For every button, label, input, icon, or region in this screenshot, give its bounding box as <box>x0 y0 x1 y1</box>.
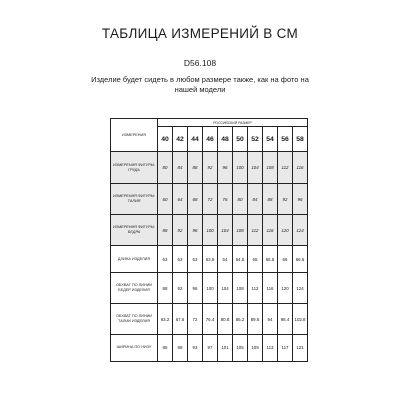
table-row <box>111 273 308 304</box>
value-cell: 112 <box>278 152 293 184</box>
value-cell: 104 <box>218 215 233 246</box>
value-cell: 85 <box>158 335 173 362</box>
value-cell: 116 <box>263 273 278 304</box>
value-cell: 89.6 <box>248 304 263 335</box>
table-row <box>111 246 308 273</box>
value-cell: 100 <box>203 273 218 304</box>
value-cell: 116 <box>263 215 278 246</box>
russian-size-header: РОССИЙСКИЙ РАЗМЕР <box>158 119 308 127</box>
row-label: ШИРИНА ПО НИЗУ <box>111 335 158 362</box>
size-header-cell: 46 <box>203 127 218 152</box>
value-cell: 60 <box>158 184 173 215</box>
value-cell: 66 <box>278 246 293 273</box>
value-cell: 116 <box>293 152 308 184</box>
fit-note: Изделие будет сидеть в любом размере также, как на фото на нашей модели <box>91 75 309 94</box>
size-header-cell: 40 <box>158 127 173 152</box>
value-cell: 92 <box>278 184 293 215</box>
value-cell: 108 <box>233 273 248 304</box>
value-cell: 67.6 <box>173 304 188 335</box>
value-cell: 63 <box>173 246 188 273</box>
value-cell: 100 <box>203 215 218 246</box>
value-cell: 88 <box>158 273 173 304</box>
value-cell: 104 <box>218 273 233 304</box>
value-cell: 120 <box>278 215 293 246</box>
value-cell: 108 <box>233 215 248 246</box>
value-cell: 65 <box>248 246 263 273</box>
size-header-cell: 48 <box>218 127 233 152</box>
value-cell: 124 <box>293 215 308 246</box>
table-row <box>111 304 308 335</box>
value-cell: 68 <box>188 184 203 215</box>
value-cell: 76 <box>218 184 233 215</box>
value-cell: 96 <box>218 152 233 184</box>
table-row <box>111 184 308 215</box>
value-cell: 98.4 <box>278 304 293 335</box>
value-cell: 120 <box>278 273 293 304</box>
value-cell: 112 <box>248 273 263 304</box>
value-cell: 92 <box>173 215 188 246</box>
value-cell: 117 <box>278 335 293 362</box>
value-cell: 102.8 <box>293 304 308 335</box>
value-cell: 63 <box>188 246 203 273</box>
row-label: ОБХВАТ ПО ЛИНИИ БЕДЕР ИЗДЕЛИЯ <box>111 273 158 304</box>
value-cell: 88 <box>263 184 278 215</box>
value-cell: 100 <box>233 152 248 184</box>
value-cell: 72 <box>203 184 218 215</box>
size-header-cell: 44 <box>188 127 203 152</box>
row-label: ОБХВАТ ПО ЛИНИИ ТАЛИИ ИЗДЕЛИЯ <box>111 304 158 335</box>
value-cell: 93 <box>188 335 203 362</box>
value-cell: 72 <box>188 304 203 335</box>
value-cell: 80.8 <box>218 304 233 335</box>
value-cell: 113 <box>263 335 278 362</box>
row-label: ДЛИНА ИЗДЕЛИЯ <box>111 246 158 273</box>
size-header-cell: 42 <box>173 127 188 152</box>
value-cell: 80 <box>233 184 248 215</box>
product-code: D56.108 <box>183 58 217 68</box>
value-cell: 92 <box>173 273 188 304</box>
value-cell: 92 <box>203 152 218 184</box>
value-cell: 64.5 <box>233 246 248 273</box>
value-cell: 121 <box>293 335 308 362</box>
value-cell: 76.4 <box>203 304 218 335</box>
table-row <box>111 335 308 362</box>
row-label: ИЗМЕРЕНИЯ ФИГУРЫ: ГРУДЬ <box>111 152 158 184</box>
value-cell: 96 <box>188 215 203 246</box>
row-label: ИЗМЕРЕНИЯ ФИГУРЫ: БЕДРА <box>111 215 158 246</box>
value-cell: 64 <box>173 184 188 215</box>
value-cell: 108 <box>263 152 278 184</box>
value-cell: 84 <box>248 184 263 215</box>
value-cell: 63.5 <box>203 246 218 273</box>
table-group-header-row <box>111 119 308 127</box>
value-cell: 64 <box>218 246 233 273</box>
size-header-cell: 58 <box>293 127 308 152</box>
value-cell: 112 <box>248 215 263 246</box>
row-label: ИЗМЕРЕНИЯ ФИГУРЫ: ТАЛИЯ <box>111 184 158 215</box>
size-header-cell: 54 <box>263 127 278 152</box>
value-cell: 104 <box>248 152 263 184</box>
value-cell: 80 <box>158 152 173 184</box>
value-cell: 65.5 <box>263 246 278 273</box>
value-cell: 63 <box>158 246 173 273</box>
size-table <box>110 118 308 362</box>
value-cell: 66.5 <box>293 246 308 273</box>
value-cell: 105 <box>233 335 248 362</box>
size-header-cell: 50 <box>233 127 248 152</box>
size-header-cell: 56 <box>278 127 293 152</box>
page-title: ТАБЛИЦА ИЗМЕРЕНИЙ В СМ <box>101 26 299 41</box>
value-cell: 84 <box>173 152 188 184</box>
table-row <box>111 215 308 246</box>
value-cell: 94 <box>263 304 278 335</box>
value-cell: 96 <box>293 184 308 215</box>
size-header-cell: 52 <box>248 127 263 152</box>
value-cell: 101 <box>218 335 233 362</box>
value-cell: 88 <box>188 152 203 184</box>
value-cell: 96 <box>188 273 203 304</box>
value-cell: 89 <box>173 335 188 362</box>
value-cell: 85.2 <box>233 304 248 335</box>
table-row <box>111 152 308 184</box>
value-cell: 124 <box>293 273 308 304</box>
measurements-header: ИЗМЕРЕНИЯ <box>111 119 158 152</box>
value-cell: 97 <box>203 335 218 362</box>
value-cell: 88 <box>158 215 173 246</box>
value-cell: 63.2 <box>158 304 173 335</box>
value-cell: 109 <box>248 335 263 362</box>
